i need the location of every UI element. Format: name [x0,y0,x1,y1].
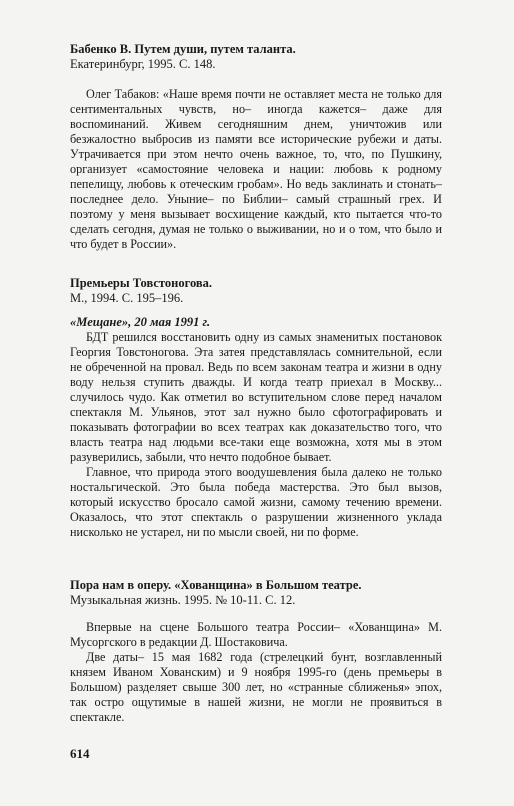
entry-body [70,620,442,725]
entry-title: Пора нам в оперу. «Хованщина» в Большом театре. [70,578,362,592]
entry-body [70,330,442,540]
entry-tovstonogov [70,276,442,540]
entry-title: Премьеры Товстоногова. [70,276,213,290]
entry-title: Бабенко В. Путем души, путем таланта. [70,42,296,56]
page-number: 614 [70,746,90,761]
paragraph: Олег Табаков: «Наше время почти не оставляет места не только для сентиментальных чувств, но– иногда кажется– даже для воспоминаний. Живем сегодняшним днем, уничтожив или безжалостно выбросив из памяти все исторические рубежи и даты. Утрачивается при этом нечто очень важное, то, что, по Пушкину, организует «самостояние человека и нации: любовь к родному пепелищу, любовь к отеческим гробам». Но ведь заклинать и стонать– последнее дело. Уныние– по Библии– самый страшный грех. И поэтому у меня вызывает восхищение каждый, кто пытается что-то сделать сегодня, думая не только о выживании, но и о том, что было и что будет в России». [70,87,442,251]
entry-subheading: «Мещане», 20 мая 1991 г. [70,315,211,329]
entry-source: Музыкальная жизнь. 1995. № 10-11. С. 12. [70,593,296,607]
entry-khovanshchina [70,578,442,725]
paragraph: БДТ решился восстановить одну из самых знаменитых постановок Георгия Товстоногова. Эта затея представлялась сомнительной, если не обреченной на провал. Ведь по всем законам театра и жизни в одну воду нельзя ступить дважды. И когда театр приехал в Москву... случилось чудо. Как отметил во вступительном слове перед началом спектакля М. Ульянов, этот зал нужно было сфотографировать и показывать фотографии во всех театрах как доказательство того, что власть театра над людьми все-таки еще возможна, хотя мы в этом разуверились, забыли, что нечто подобное бывает. [70,330,442,464]
paragraph: Две даты– 15 мая 1682 года (стрелецкий бунт, возглавленный князем Иваном Хованским) и 9 ноября 1995-го (день премьеры в Большом) разделяет свыше 300 лет, но «странные сближенья» эпох, так остро ощутимые в нашей жизни, не могли не проявиться в спектакле. [70,650,442,724]
entry-babenko [70,42,442,252]
paragraph: Главное, что природа этого воодушевления была далеко не только ностальгической. Это была победа мастерства. Это был вызов, который искусство бросало самой жизни, самому течению времени. Оказалось, что этот спектакль о разрушении жизненного уклада нисколько не устарел, ни по мысли своей, ни по форме. [70,465,442,539]
entry-source: Екатеринбург, 1995. С. 148. [70,57,216,71]
entry-body [70,87,442,252]
entry-source: М., 1994. С. 195–196. [70,291,184,305]
paragraph: Впервые на сцене Большого театра России– «Хованщина» М. Мусоргского в редакции Д. Шостаковича. [70,620,442,649]
